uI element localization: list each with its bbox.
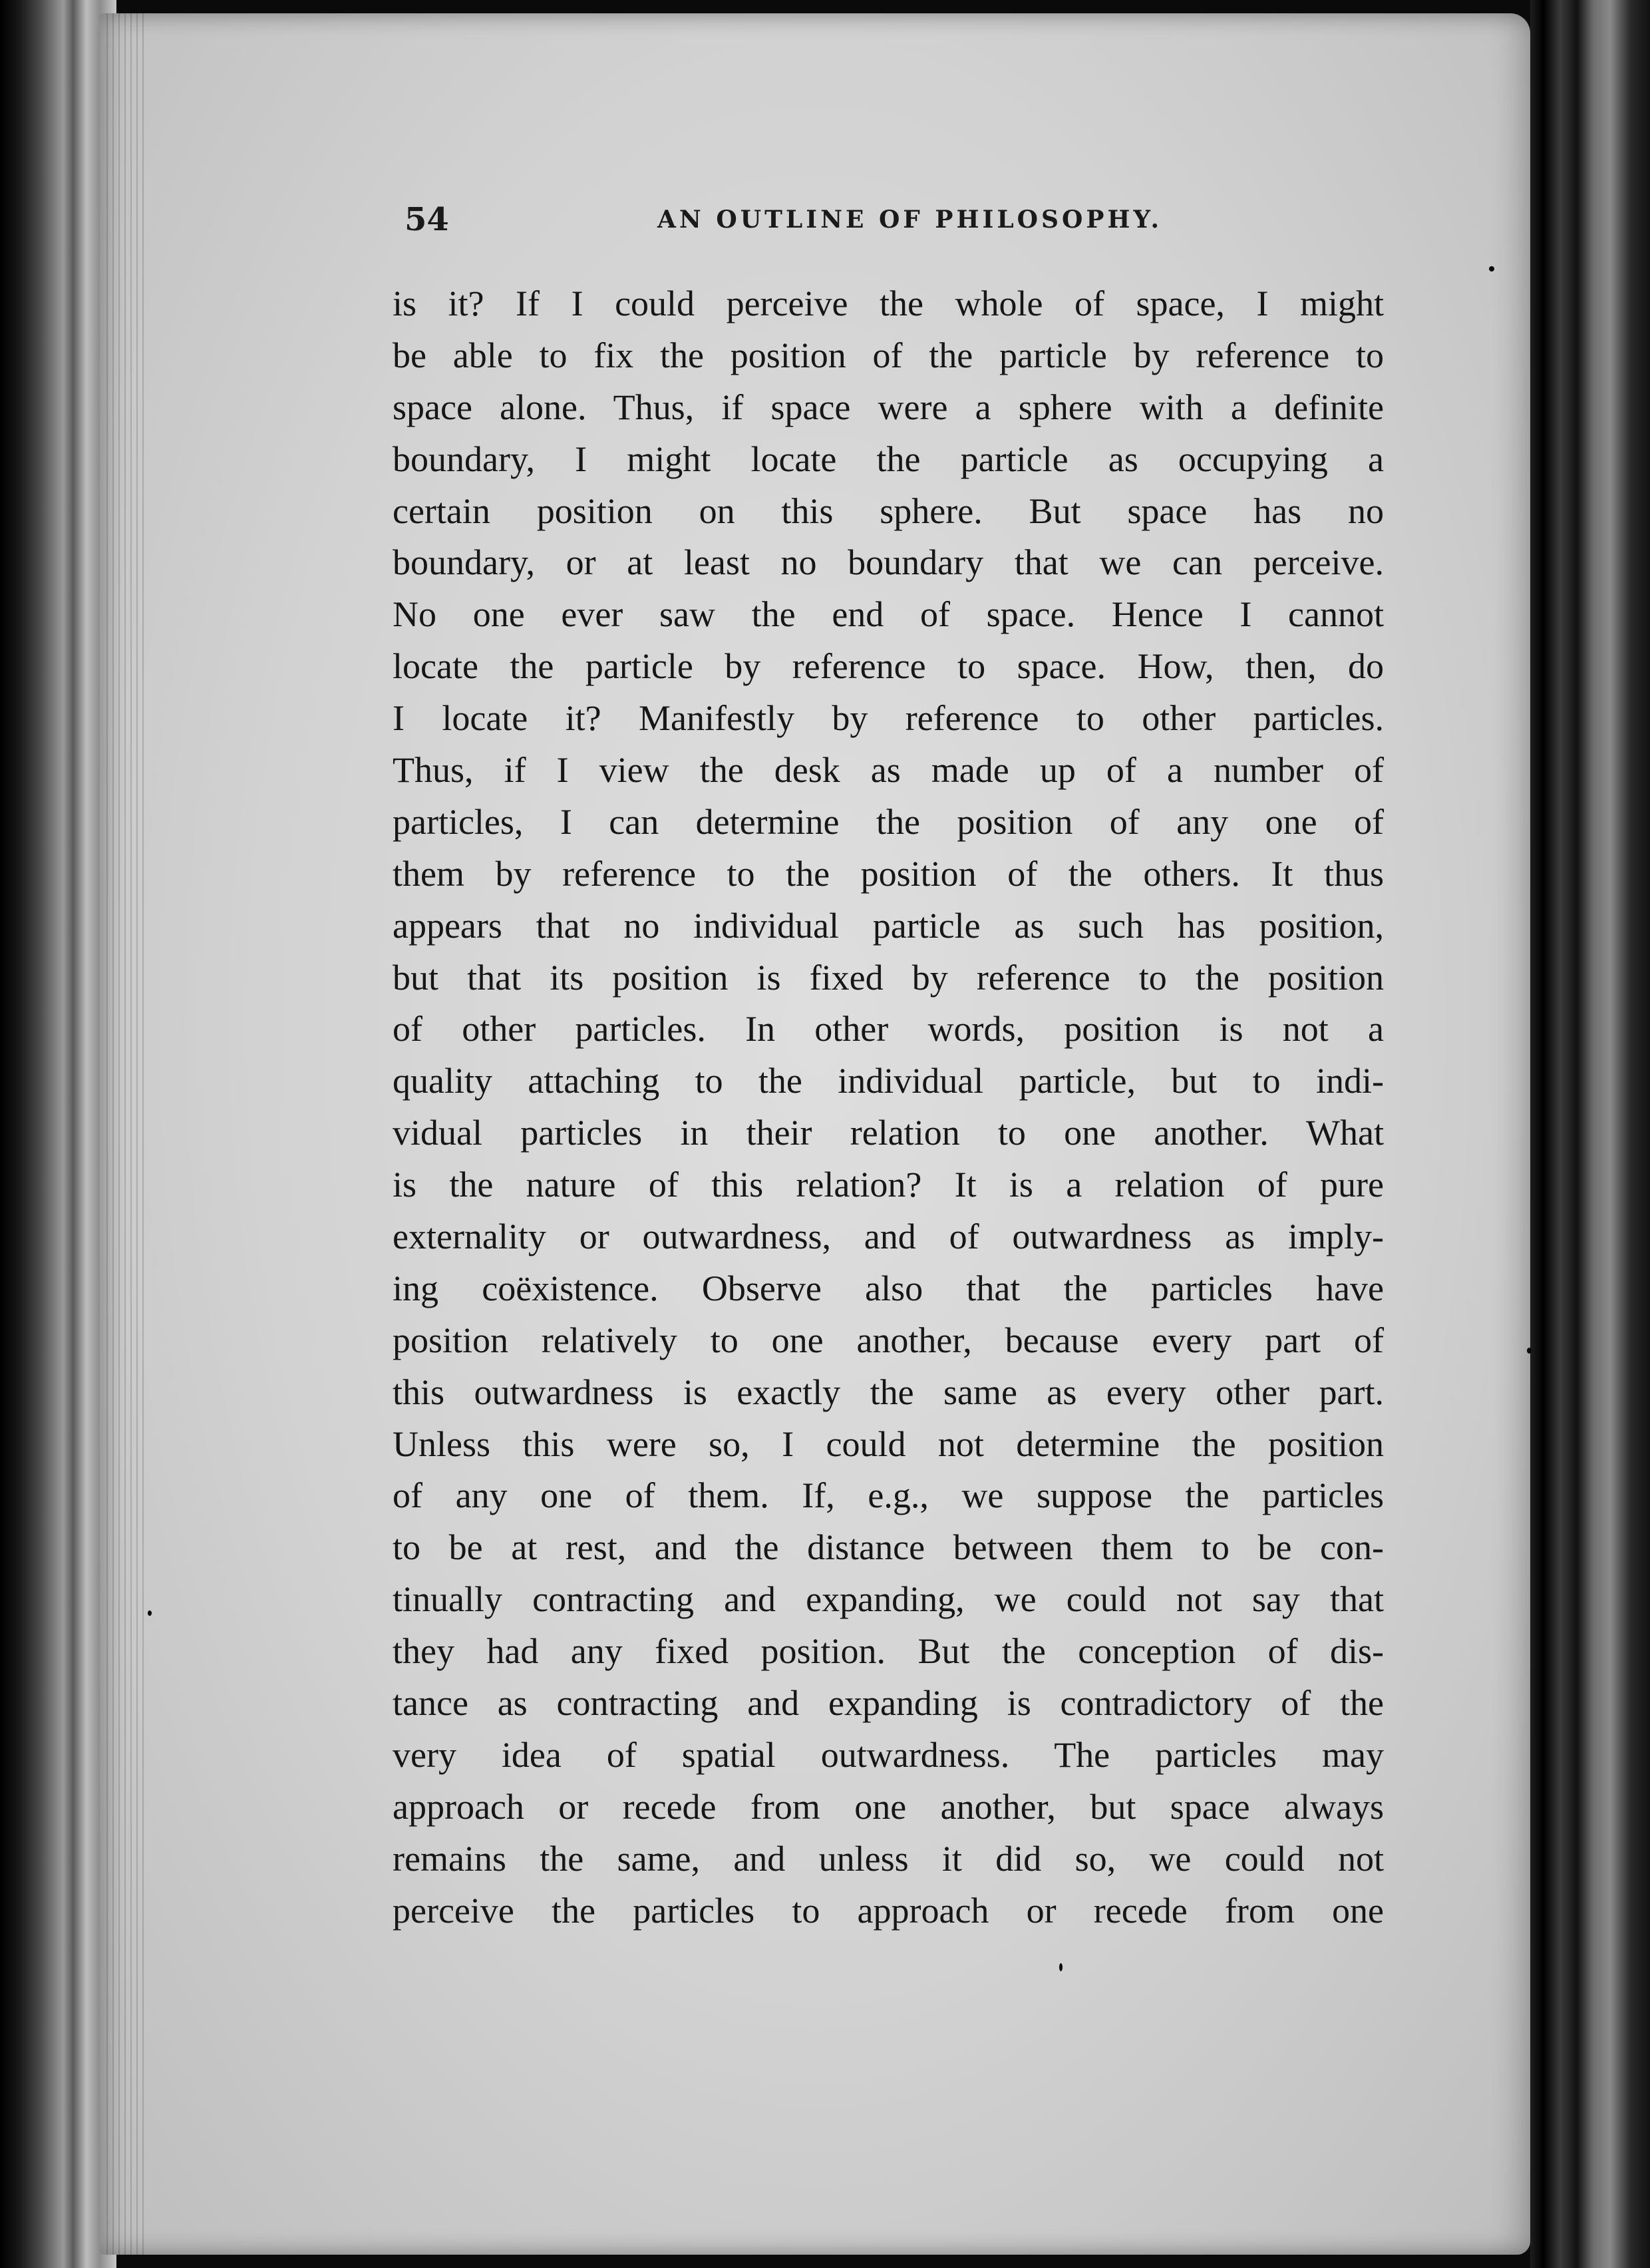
text-line: appears that no individual particle as such has position,: [393, 905, 1384, 946]
text-line: tinually contracting and expanding, we could not say that: [393, 1579, 1384, 1620]
text-line: of any one of them. If, e.g., we suppose the particles: [393, 1475, 1384, 1516]
text-line: quality attaching to the individual particle, but to indi-: [393, 1061, 1384, 1101]
text-line: them by reference to the position of the others. It thus: [393, 853, 1384, 894]
text-line: this outwardness is exactly the same as every other part.: [393, 1372, 1384, 1412]
text-line: No one ever saw the end of space. Hence I cannot: [393, 594, 1384, 635]
text-line: space alone. Thus, if space were a sphere with a definite: [393, 387, 1384, 427]
text-line: Unless this were so, I could not determine the position: [393, 1423, 1384, 1464]
text-line: is it? If I could perceive the whole of space, I might: [393, 284, 1384, 323]
page-number: 54: [405, 201, 449, 238]
running-head: [405, 200, 1383, 240]
scan-speck: [148, 1610, 152, 1616]
text-line: to be at rest, and the distance between them to be con-: [393, 1527, 1384, 1568]
text-line: externality or outwardness, and of outwardness as imply-: [393, 1217, 1384, 1257]
left-book-binding: [0, 0, 116, 2268]
right-book-edge: [1530, 0, 1650, 2268]
scan-speck: [1059, 1963, 1063, 1971]
text-line: but that its position is fixed by reference to the position: [393, 957, 1384, 998]
text-line: boundary, or at least no boundary that we can perceive.: [393, 542, 1384, 583]
body-text: [393, 278, 1384, 1937]
scan-speck: [1489, 266, 1494, 272]
text-line: boundary, I might locate the particle as occupying a: [393, 439, 1384, 479]
text-line: perceive the particles to approach or recede from one: [393, 1890, 1384, 1931]
text-line: be able to fix the position of the particle by reference to: [393, 335, 1384, 375]
text-line: very idea of spatial outwardness. The particles may: [393, 1734, 1384, 1775]
text-line: is the nature of this relation? It is a relation of pure: [393, 1165, 1384, 1205]
text-line: remains the same, and unless it did so, we could not: [393, 1838, 1384, 1879]
header-title: AN OUTLINE OF PHILOSOPHY.: [657, 206, 1163, 234]
text-line: ing coëxistence. Observe also that the particles have: [393, 1268, 1384, 1308]
text-line: certain position on this sphere. But space has no: [393, 490, 1384, 531]
text-line: locate the particle by reference to space. How, then, do: [393, 646, 1384, 687]
text-line: Thus, if I view the desk as made up of a number of: [393, 750, 1384, 791]
text-line: particles, I can determine the position of any one of: [393, 801, 1384, 842]
page-edge-lines: [106, 13, 146, 2255]
text-line: tance as contracting and expanding is contradictory of the: [393, 1683, 1384, 1724]
text-line: approach or recede from one another, but space always: [393, 1786, 1384, 1827]
text-line: vidual particles in their relation to one another. What: [393, 1113, 1384, 1153]
text-line: they had any fixed position. But the conception of dis-: [393, 1631, 1384, 1672]
text-line: position relatively to one another, because every part of: [393, 1320, 1384, 1360]
text-line: I locate it? Manifestly by reference to other particles.: [393, 698, 1384, 739]
scan-speck: [1527, 1348, 1532, 1354]
text-line: of other particles. In other words, position is not a: [393, 1009, 1384, 1049]
